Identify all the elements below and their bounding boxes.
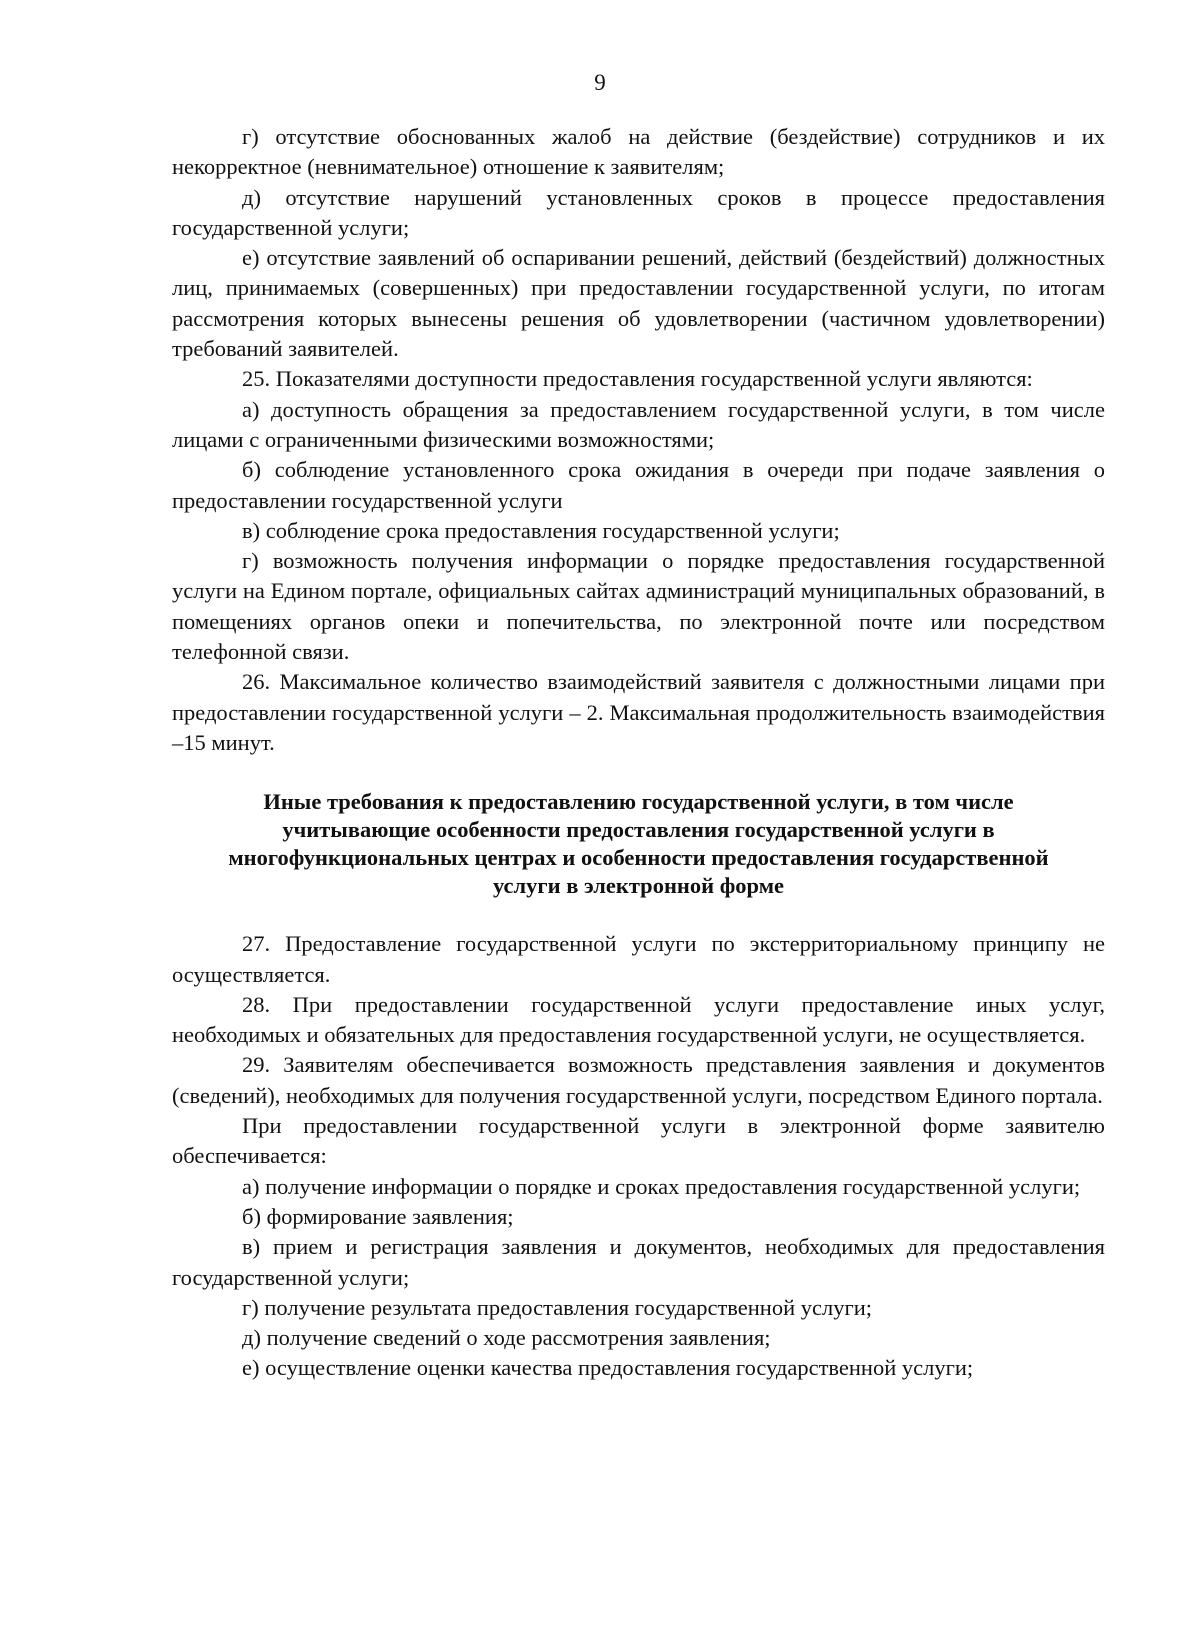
section-heading-line: многофункциональных центрах и особенности предоставления государственной <box>228 845 1049 871</box>
paragraph-27: 27. Предоставление государственной услуги по экстерриториальному принципу не осуществляется. <box>172 931 1105 987</box>
paragraph-item-g-complaints: г) отсутствие обоснованных жалоб на действие (бездействие) сотрудников и их некорректное (невнимательное) отношение к заявителям; <box>172 124 1105 180</box>
paragraph-electronic-e: е) осуществление оценки качества предоставления государственной услуги; <box>242 1355 974 1381</box>
section-heading-line: услуги в электронной форме <box>492 873 785 899</box>
paragraph-electronic-g: г) получение результата предоставления государственной услуги; <box>242 1294 872 1320</box>
paragraph-electronic-v: в) прием и регистрация заявления и документов, необходимых для предоставления государственной услуги; <box>172 1234 1105 1290</box>
paragraph-electronic-d: д) получение сведений о ходе рассмотрения заявления; <box>242 1325 771 1351</box>
section-heading-line: Иные требования к предоставлению государственной услуги, в том числе <box>263 789 1014 815</box>
paragraph-28: 28. При предоставлении государственной услуги предоставление иных услуг, необходимых и обязательных для предоставления государственной услуги, не осуществляется. <box>172 991 1105 1048</box>
section-heading-line: учитывающие особенности предоставления государственной услуги в <box>282 817 995 843</box>
paragraph-25-b: б) соблюдение установленного срока ожидания в очереди при подаче заявления о предоставлении государственной услуги <box>172 457 1105 513</box>
paragraph-electronic-a: а) получение информации о порядке и сроках предоставления государственной услуги; <box>242 1173 1081 1199</box>
paragraph-25: 25. Показателями доступности предоставления государственной услуги являются: <box>242 366 1033 392</box>
paragraph-item-e-appeals: е) отсутствие заявлений об оспаривании решений, действий (бездействий) должностных лиц, принимаемых (совершенных) при предоставлении государственной услуги, по итогам рассмотрения которых вынесены решения об удовлетворении (частичном удовлетворении) требований заявителей. <box>172 245 1105 362</box>
paragraph-25-v: в) соблюдение срока предоставления государственной услуги; <box>242 517 840 543</box>
paragraph-29: 29. Заявителям обеспечивается возможность представления заявления и документов (сведений), необходимых для получения государственной услуги, посредством Единого портала. <box>172 1052 1105 1108</box>
paragraph-25-a: а) доступность обращения за предоставлением государственной услуги, в том числе лицами с ограниченными физическими возможностями; <box>172 396 1105 452</box>
page-number: 9 <box>594 70 606 95</box>
section-heading <box>172 788 1105 900</box>
paragraph-26: 26. Максимальное количество взаимодействий заявителя с должностными лицами при предоставлении государственной услуги – 2. Максимальная продолжительность взаимодействия –15 минут. <box>172 669 1105 755</box>
paragraph-item-d-deadlines: д) отсутствие нарушений установленных сроков в процессе предоставления государственной услуги; <box>172 184 1105 240</box>
document-body <box>172 122 1105 1384</box>
paragraph-electronic-form-intro: При предоставлении государственной услуги в электронной форме заявителю обеспечивается: <box>172 1113 1105 1169</box>
paragraph-25-g: г) возможность получения информации о порядке предоставления государственной услуги на Едином портале, официальных сайтах администраций муниципальных образований, в помещениях органов опеки и попечительства, по электронной почте или посредством телефонной связи. <box>172 548 1105 665</box>
paragraph-electronic-b: б) формирование заявления; <box>242 1203 514 1229</box>
